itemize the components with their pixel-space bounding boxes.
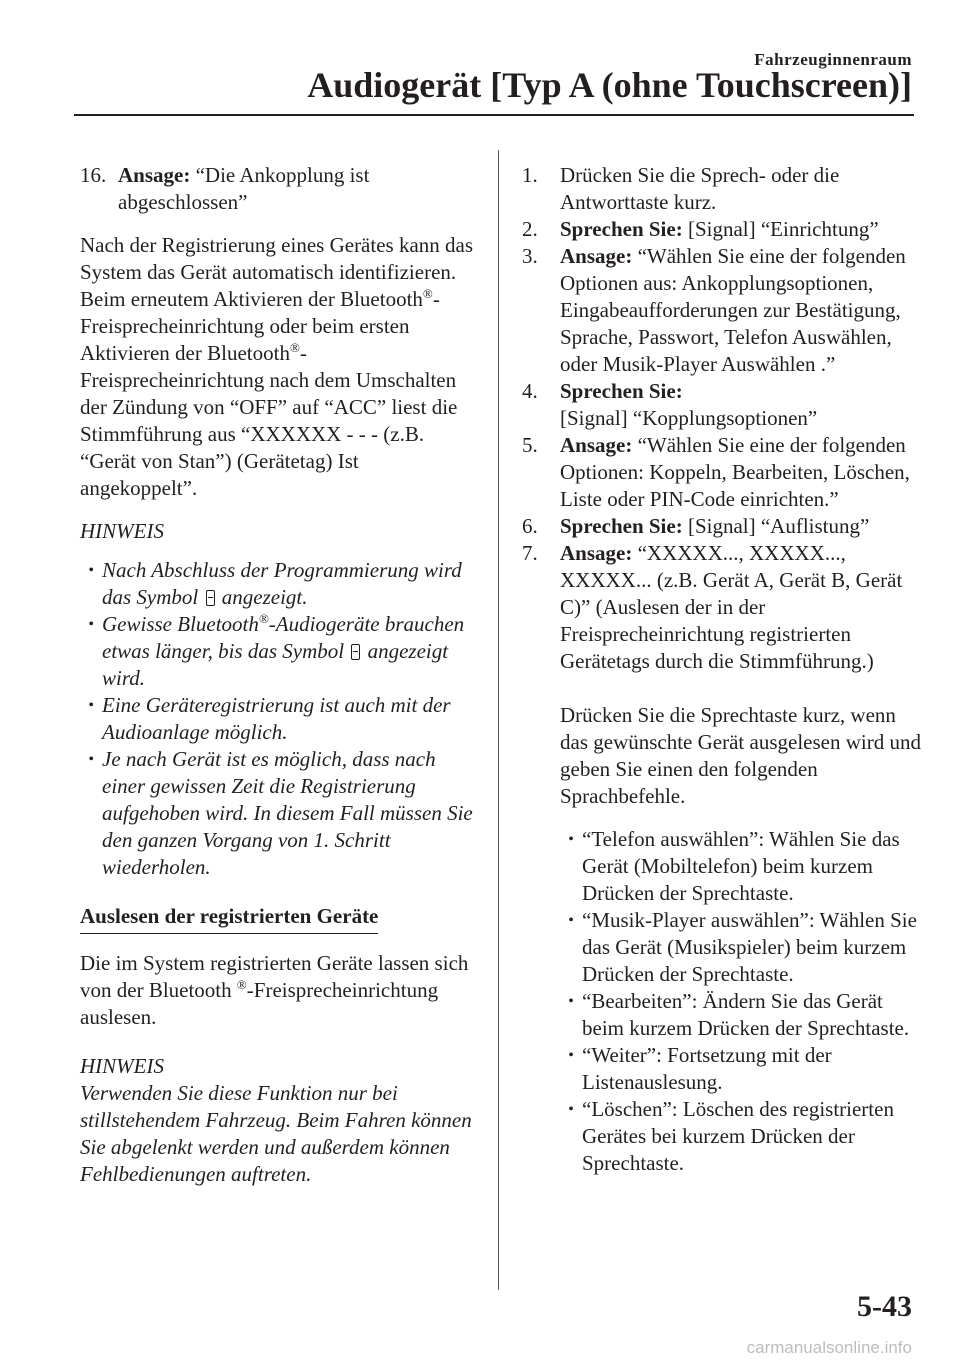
registered-mark: ® <box>258 611 269 626</box>
section-heading: Auslesen der registrierten Geräte <box>80 903 378 934</box>
step-item <box>522 216 922 243</box>
note-text: Gewisse Bluetooth®-Audiogeräte brauchen etwas länger, bis das Symbol angezeigt wird. <box>102 611 465 690</box>
paragraph-readout: Die im System registrierten Geräte lassen sich von der Bluetooth ®-Freisprecheinrichtung auslesen. <box>80 951 469 1029</box>
command-text: “Bearbeiten”: Ändern Sie das Gerät beim kurzem Drücken der Sprechtaste. <box>582 989 910 1040</box>
command-text: “Löschen”: Löschen des registrierten Gerätes bei kurzem Drücken der Sprechtaste. <box>582 1097 894 1175</box>
step-number: 5. <box>522 433 538 457</box>
instruction-paragraph: Drücken Sie die Sprechtaste kurz, wenn das gewünschte Gerät ausgelesen wird und geben Sie einen den folgenden Sprachbefehle. <box>560 703 921 808</box>
registered-mark: ® <box>422 286 433 301</box>
step-body <box>560 378 922 432</box>
step-item <box>522 513 922 540</box>
command-text: “Weiter”: Fortsetzung mit der Listenauslesung. <box>582 1043 832 1094</box>
step-item <box>522 432 922 513</box>
step-text: “Wählen Sie eine der folgenden Optionen: Koppeln, Bearbeiten, Löschen, Liste oder PIN-Code einrichten.” <box>560 433 910 511</box>
paragraph-registration <box>80 232 475 502</box>
step-text: [Signal] “Einrichtung” <box>682 217 879 241</box>
page-title: Audiogerät [Typ A (ohne Touchscreen)] <box>307 65 912 105</box>
note-item <box>80 746 475 881</box>
registered-mark: ® <box>289 340 300 355</box>
note-text: Nach Abschluss der Programmierung wird das Symbol angezeigt. <box>102 558 462 609</box>
note-text: Verwenden Sie diese Funktion nur bei stillstehendem Fahrzeug. Beim Fahren können Sie abgelenkt werden und außerdem können Fehlbedienungen auftreten. <box>80 1081 472 1186</box>
note-item <box>80 611 475 692</box>
step-label: Ansage: <box>560 433 633 457</box>
command-list <box>560 826 922 1177</box>
note-item <box>80 692 475 746</box>
registered-mark: ® <box>236 977 247 992</box>
step-number: 4. <box>522 379 538 403</box>
step-number: 6. <box>522 514 538 538</box>
page-number: 5-43 <box>857 1290 912 1323</box>
command-item <box>560 1096 922 1177</box>
step-number: 1. <box>522 163 538 187</box>
step-number: 7. <box>522 541 538 565</box>
step-number: 16. <box>80 163 107 187</box>
step-label: Sprechen Sie: <box>560 217 683 241</box>
command-text: “Telefon auswählen”: Wählen Sie das Gerät (Mobiltelefon) beim kurzem Drücken der Sprechtaste. <box>582 827 900 905</box>
step-body <box>560 243 922 378</box>
step-text: “Wählen Sie eine der folgenden Optionen aus: Ankopplungsoptionen, Eingabeaufforderungen zur Bestätigung, Sprache, Passwort, Telefon Auswählen, oder Musik-Player Auswählen .” <box>560 244 906 376</box>
watermark: carmanualsonline.info <box>746 1338 912 1357</box>
step-text: “Die Ankopplung ist abgeschlossen” <box>118 163 370 214</box>
command-item <box>560 988 922 1042</box>
note-label: HINWEIS <box>80 1054 164 1078</box>
note-list <box>80 557 475 881</box>
bullet-dot: • <box>88 751 94 768</box>
text-segment: -Freisprecheinrichtung nach dem Umschalten der Zündung von “OFF” auf “ACC” liest die Stimmführung aus “XXXXXX - - - (z.B. “Gerät von Stan”) (Gerätetag) Ist angekoppelt”. <box>80 341 458 500</box>
note-label: HINWEIS <box>80 519 164 543</box>
bullet-dot: • <box>568 993 574 1010</box>
step-label: Ansage: <box>560 244 633 268</box>
note-text: Eine Geräteregistrierung ist auch mit der Audioanlage möglich. <box>102 693 451 744</box>
header-section: Fahrzeuginnenraum <box>754 50 912 69</box>
bullet-dot: • <box>568 912 574 929</box>
step-body <box>560 540 922 675</box>
step-item <box>522 243 922 378</box>
text-segment: Nach der Registrierung eines Gerätes kann das System das Gerät automatisch identifizieren. Beim erneutem Aktivieren der Bluetooth <box>80 233 474 311</box>
step-body <box>560 162 922 216</box>
step-item <box>522 162 922 216</box>
step-item <box>522 540 922 675</box>
bullet-dot: • <box>88 697 94 714</box>
bullet-dot: • <box>568 1047 574 1064</box>
command-item <box>560 1042 922 1096</box>
step-text: Drücken Sie die Sprech- oder die Antworttaste kurz. <box>560 163 840 214</box>
command-item <box>560 907 922 988</box>
step-body <box>560 216 922 243</box>
device-symbol-icon <box>206 590 215 606</box>
step-body <box>560 432 922 513</box>
step-number: 2. <box>522 217 538 241</box>
device-symbol-icon <box>351 644 360 660</box>
step-16 <box>80 162 475 216</box>
step-list <box>522 162 922 675</box>
column-divider <box>498 150 499 1290</box>
bullet-dot: • <box>88 616 94 633</box>
bullet-dot: • <box>568 1101 574 1118</box>
step-text: “XXXXX..., XXXXX..., XXXXX... (z.B. Gerät A, Gerät B, Gerät C)” (Auslesen der in der Freisprecheinrichtung registrierten Gerätetags durch die Stimmführung.) <box>560 541 903 673</box>
step-label: Sprechen Sie: <box>560 514 683 538</box>
note-item <box>80 557 475 611</box>
command-text: “Musik-Player auswählen”: Wählen Sie das Gerät (Musikspieler) beim kurzem Drücken der Sprechtaste. <box>582 908 917 986</box>
text-segment: -Freisprecheinrichtung oder beim ersten Aktivieren der Bluetooth <box>80 287 440 365</box>
note-text: Je nach Gerät ist es möglich, dass nach einer gewissen Zeit die Registrierung aufgehoben wird. In diesem Fall müssen Sie den ganzen Vorgang von 1. Schritt wiederholen. <box>102 747 473 879</box>
bullet-dot: • <box>568 831 574 848</box>
step-text: [Signal] “Kopplungsoptionen” <box>560 406 818 430</box>
command-item <box>560 826 922 907</box>
step-text: [Signal] “Auflistung” <box>682 514 870 538</box>
step-body <box>118 162 475 216</box>
step-body <box>560 513 922 540</box>
step-label: Sprechen Sie: <box>560 379 683 403</box>
left-column <box>80 162 475 1188</box>
step-item <box>522 378 922 432</box>
step-label: Ansage: <box>560 541 633 565</box>
step-number: 3. <box>522 244 538 268</box>
header-rule <box>74 114 914 116</box>
right-column <box>522 162 922 1177</box>
bullet-dot: • <box>88 562 94 579</box>
step-label: Ansage: <box>118 163 191 187</box>
